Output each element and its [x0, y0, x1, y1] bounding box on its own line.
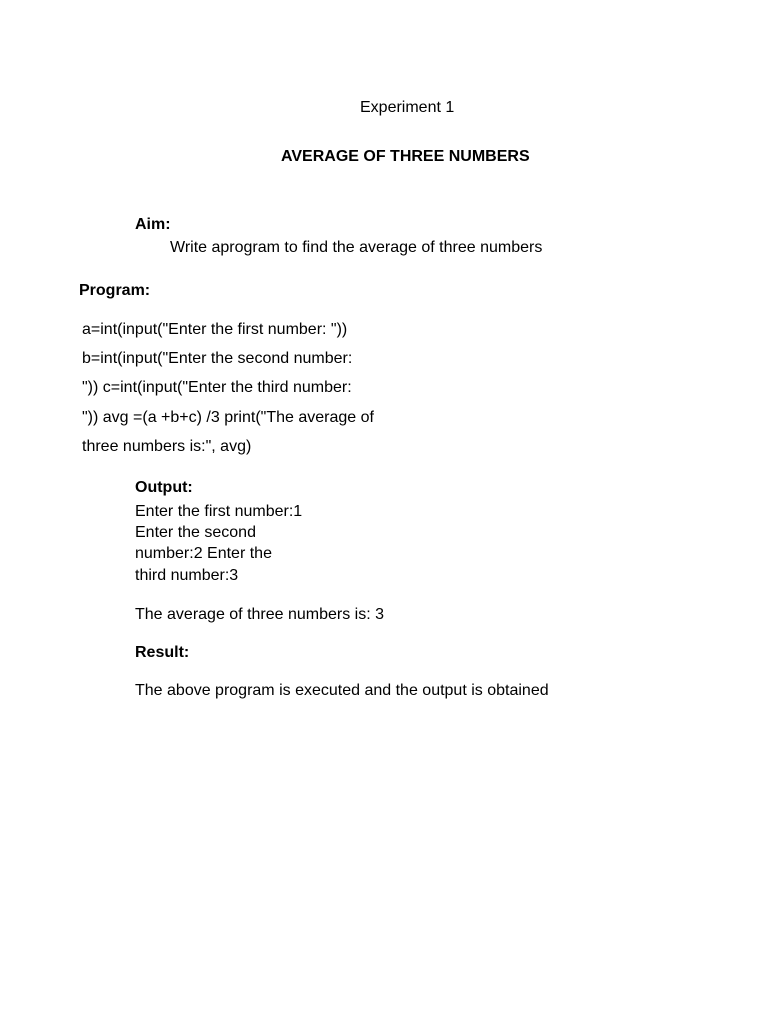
aim-heading: Aim: [135, 216, 171, 233]
page-title: AVERAGE OF THREE NUMBERS [281, 148, 530, 165]
code-line: three numbers is:", avg) [82, 438, 252, 455]
output-line: third number:3 [135, 567, 239, 584]
code-line: b=int(input("Enter the second number: [82, 350, 353, 367]
code-line: ")) avg =(a +b+c) /3 print("The average of [82, 409, 374, 426]
result-heading: Result: [135, 644, 190, 661]
program-heading: Program: [79, 282, 151, 299]
code-line: a=int(input("Enter the first number: ")) [82, 321, 348, 338]
output-line: number:2 Enter the [135, 545, 272, 562]
output-line: Enter the second [135, 524, 256, 541]
output-heading: Output: [135, 479, 193, 496]
result-text: The above program is executed and the output is obtained [135, 682, 549, 699]
aim-text: Write aprogram to find the average of three numbers [170, 239, 543, 256]
experiment-label: Experiment 1 [360, 99, 455, 116]
output-average-line: The average of three numbers is: 3 [135, 606, 385, 623]
code-line: ")) c=int(input("Enter the third number: [82, 379, 352, 396]
output-line: Enter the first number:1 [135, 503, 303, 520]
